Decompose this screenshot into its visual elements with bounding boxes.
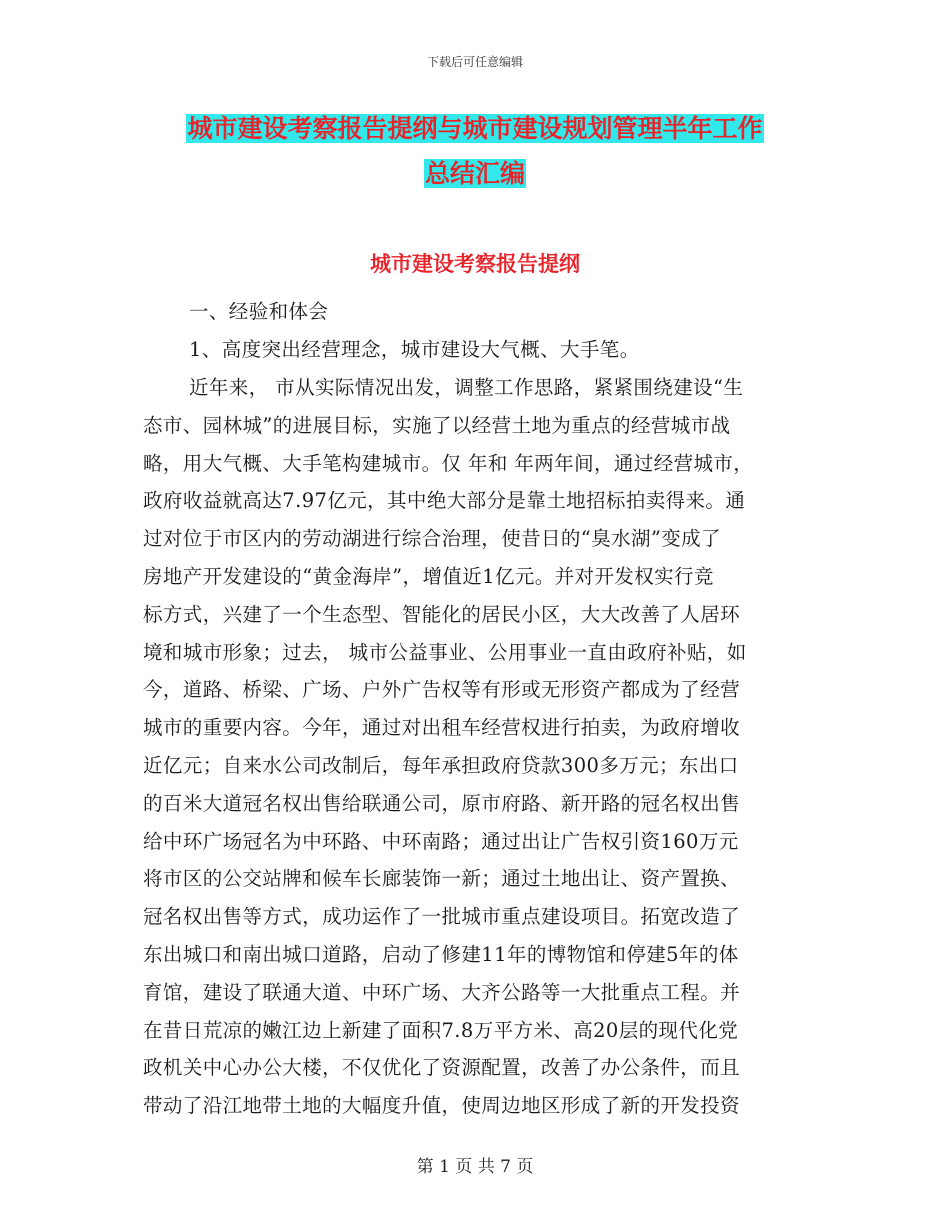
body-line: 政机关中心办公大楼，不仅优化了资源配置，改善了办公条件，而且 — [143, 1056, 741, 1080]
heading-experience-text: 一、经验和体会 — [189, 300, 329, 323]
body-line: 东出城口和南出城口道路，启动了修建11年的博物馆和停建5年的体 — [143, 942, 739, 966]
body-line: 态市、园林城”的进展目标，实施了以经营土地为重点的经营城市战 — [143, 413, 731, 437]
body-line: 过对位于市区内的劳动湖进行综合治理，使昔日的“臭水湖”变成了 — [143, 527, 721, 551]
document-title-line-2 — [0, 158, 950, 190]
body-line: 城市的重要内容。今年，通过对出租车经营权进行拍卖，为政府增收 — [143, 716, 741, 740]
heading-business-concept — [143, 331, 807, 369]
body-line: 冠名权出售等方式，成功运作了一批城市重点建设项目。拓宽改造了 — [143, 905, 741, 929]
body-line: 境和城市形象；过去， 城市公益事业、公用事业一直由政府补贴，如 — [143, 640, 747, 664]
heading-business-concept-text: 1、高度突出经营理念，城市建设大气概、大手笔。 — [189, 338, 640, 361]
body-line: 将市区的公交站牌和候车长廊装饰一新；通过土地出让、资产置换、 — [143, 867, 741, 891]
page-number-footer: 第 1 页 共 7 页 — [416, 1157, 534, 1177]
body-line: 略，用大气概、大手笔构建城市。仅 年和 年两年间，通过经营城市， — [143, 451, 754, 475]
body-line: 标方式，兴建了一个生态型、智能化的居民小区，大大改善了人居环 — [143, 602, 741, 626]
document-title-line-1 — [0, 113, 950, 145]
body-line: 的百米大道冠名权出售给联通公司，原市府路、新开路的冠名权出售 — [143, 791, 741, 815]
body-line: 政府收益就高达7.97亿元，其中绝大部分是靠土地招标拍卖得来。通 — [143, 489, 746, 513]
body-line: 育馆，建设了联通大道、中环广场、大齐公路等一大批重点工程。并 — [143, 980, 741, 1004]
section-title: 城市建设考察报告提纲 — [370, 252, 580, 276]
body-line: 今，道路、桥梁、广场、户外广告权等有形或无形资产都成为了经营 — [143, 678, 741, 702]
body-paragraph — [143, 369, 807, 1125]
document-title-text-2: 总结汇编 — [424, 159, 525, 188]
body-line: 近年来， 市从实际情况出发，调整工作思路，紧紧围绕建设“生 — [189, 376, 744, 399]
document-title-text-1: 城市建设考察报告提纲与城市建设规划管理半年工作 — [187, 114, 763, 143]
body-line: 给中环广场冠名为中环路、中环南路；通过出让广告权引资160万元 — [143, 829, 739, 853]
body-line: 在昔日荒凉的嫩江边上新建了面积7.8万平方米、高20层的现代化党 — [143, 1018, 739, 1042]
body-line: 近亿元；自来水公司改制后，每年承担政府贷款300多万元；东出口 — [143, 753, 739, 777]
header-note: 下载后可任意编辑 — [426, 55, 523, 69]
heading-experience — [143, 293, 807, 331]
body-line: 带动了沿江地带土地的大幅度升值，使周边地区形成了新的开发投资 — [143, 1094, 741, 1118]
body-line: 房地产开发建设的“黄金海岸”，增值近1亿元。并对开发权实行竞 — [143, 564, 714, 588]
